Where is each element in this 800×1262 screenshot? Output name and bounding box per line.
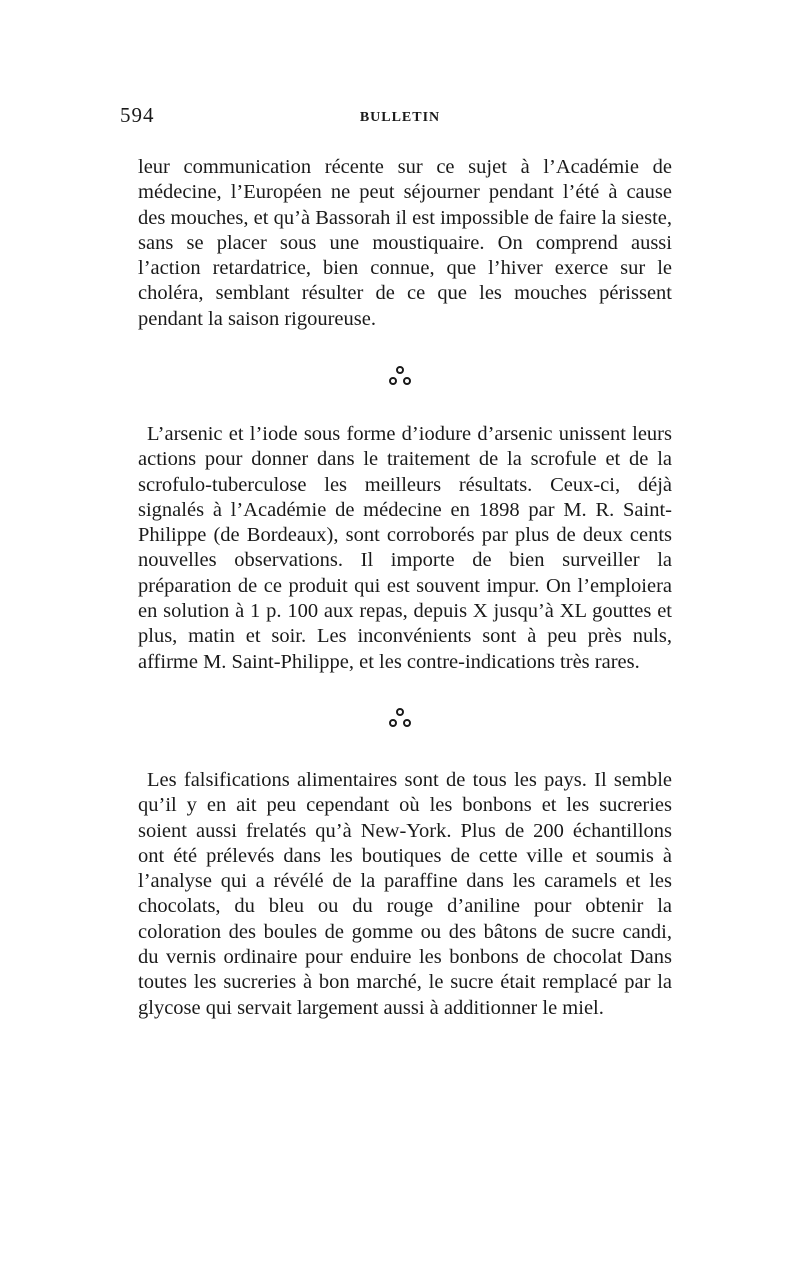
asterism-divider: [0, 706, 800, 737]
page-number: 594: [120, 103, 155, 127]
paragraph-text: Les falsifications alimentaires sont de tous les pays. Il semble qu’il y en ait peu cependant où les bonbons et les sucreries soient aussi frelatés qu’à New-York. Plus de 200 échantillons ont été prélevés dans les boutiques de cette ville et soumis à l’analyse qui a révélé de la paraffine dans les caramels et les chocolats, du bleu ou du rouge d’aniline pour obtenir la coloration des boules de gomme ou des bâtons de sucre candi, du vernis ordinaire pour enduire les bonbons de chocolat Dans toutes les sucreries à bon marché, le sucre était remplacé par la glycose qui servait largement aussi à additionner le miel.: [138, 769, 672, 1019]
running-title: BULLETIN: [359, 110, 441, 125]
asterism-icon: [385, 364, 415, 390]
paragraph-text: L’arsenic et l’iode sous forme d’iodure d’arsenic unissent leurs actions pour donner dans le traitement de la scrofule et de la scrofulo-tuberculose les meilleurs résultats. Ceux-ci, déjà signalés à l’Académie de médecine en 1898 par M. R. Saint-Philippe (de Bordeaux), sont corroborés par plus de deux cents nouvelles observations. Il importe de bien surveiller la préparation de ce produit qui est souvent impur. On l’emploiera en solution à 1 p. 100 aux repas, depuis X jusqu’à XL gouttes et plus, matin et soir. Les inconvénients sont à peu près nuls, affirme M. Saint-Philippe, et les contre-indications très rares.: [138, 423, 672, 673]
paragraph-continuation: [138, 155, 672, 332]
paragraph-falsifications: [138, 768, 672, 1021]
asterism-icon: [385, 706, 415, 732]
asterism-divider: [0, 364, 800, 395]
paragraph-text: leur communication récente sur ce sujet à l’Académie de médecine, l’Européen ne peut séjourner pendant l’été à cause des mouches, et qu’à Bassorah il est impossible de faire la sieste, sans se placer sous une moustiquaire. On comprend aussi l’action retardatrice, bien connue, que l’hiver exerce sur le choléra, semblant résulter de ce que les mouches périssent pendant la saison rigoureuse.: [138, 156, 672, 330]
paragraph-arsenic: [138, 422, 672, 675]
